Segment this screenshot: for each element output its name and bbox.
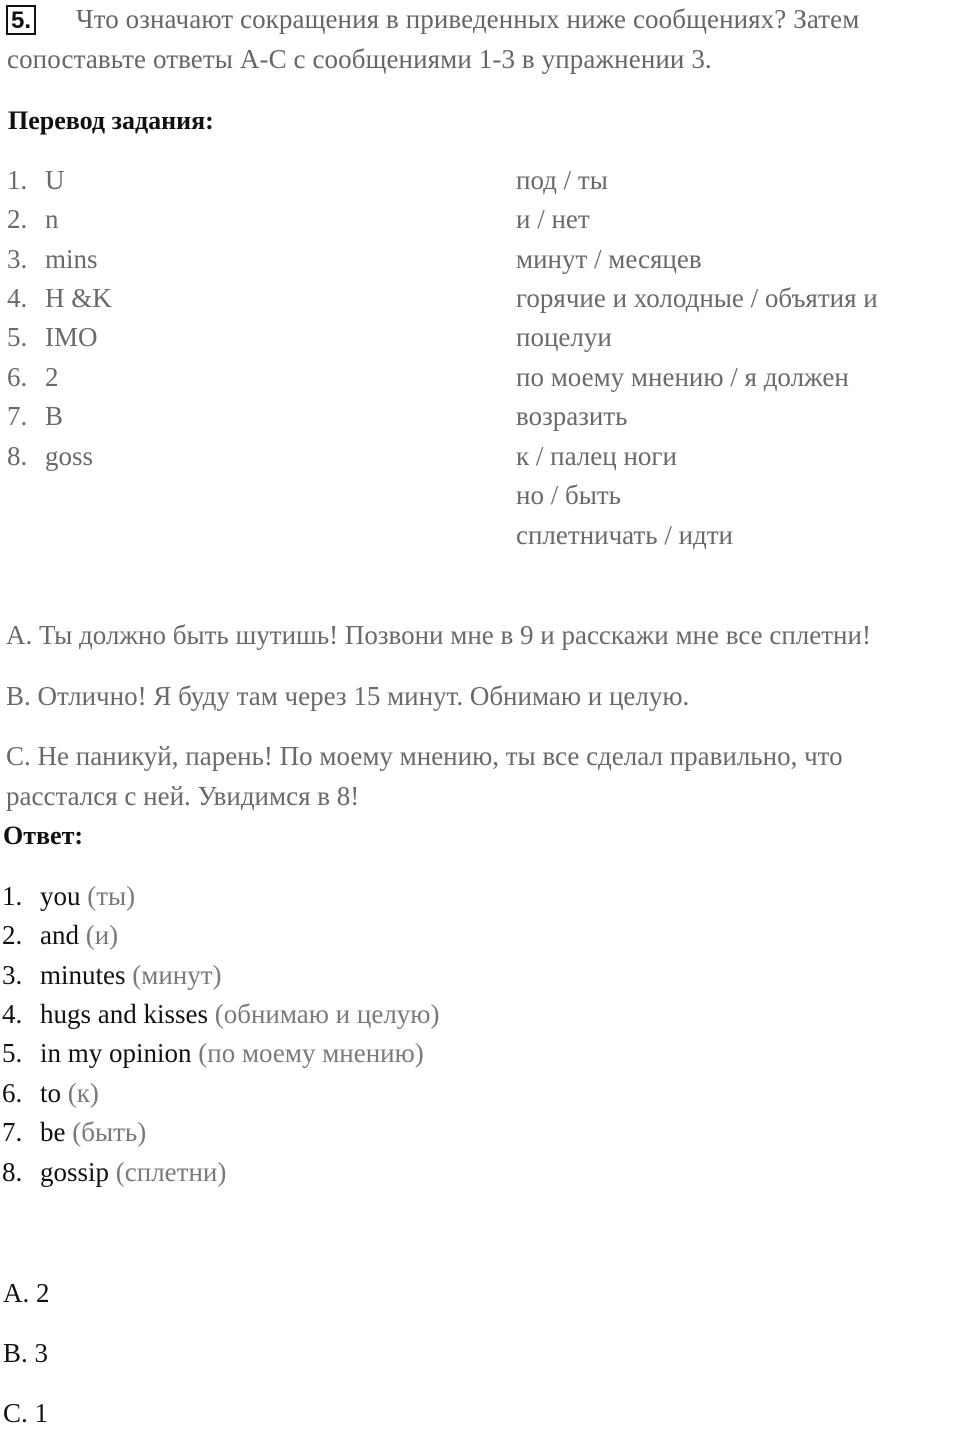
item-number: 2.: [7, 204, 28, 234]
item-number: 2.: [2, 920, 23, 950]
item-text: n: [45, 204, 59, 234]
abbreviation-item: [7, 244, 98, 275]
task-prompt-line-1: Что означают сокращения в приведенных ниже сообщениях? Затем: [76, 4, 860, 34]
item-number: 1.: [2, 881, 23, 911]
option-line: и / нет: [516, 204, 590, 234]
option-line: возразить: [516, 401, 628, 431]
answer-english: and: [40, 920, 79, 950]
item-number: 4.: [7, 283, 28, 313]
answer-english: to: [40, 1078, 62, 1108]
item-number: 8.: [7, 441, 28, 471]
item-number: 7.: [7, 401, 28, 431]
answer-english: gossip: [40, 1157, 110, 1187]
match-a: A. 2: [3, 1278, 50, 1308]
item-text: IMO: [45, 322, 98, 352]
answer-item: [2, 999, 439, 1030]
answer-translation: (обнимаю и целую): [214, 999, 440, 1029]
answer-item: [2, 920, 118, 951]
answer-item: [2, 960, 222, 991]
item-number: 6.: [7, 362, 28, 392]
answer-english: you: [40, 881, 81, 911]
answer-item: [2, 1038, 424, 1069]
answer-translation: (ты): [87, 881, 136, 911]
answer-translation: (минут): [132, 960, 222, 990]
item-number: 7.: [2, 1117, 23, 1147]
abbreviation-item: [7, 362, 59, 393]
option-line: но / быть: [516, 480, 621, 510]
answer-english: minutes: [40, 960, 126, 990]
abbreviation-item: [7, 441, 93, 472]
item-number: 3.: [2, 960, 23, 990]
answer-translation: (и): [85, 920, 119, 950]
answer-item: [2, 881, 135, 912]
answer-item: [2, 1117, 146, 1148]
item-text: U: [45, 165, 65, 195]
item-number: 6.: [2, 1078, 23, 1108]
message-a: A. Ты должно быть шутишь! Позвони мне в 9 и расскажи мне все сплетни!: [6, 620, 871, 650]
translation-heading: Перевод задания:: [8, 106, 214, 135]
item-number: 4.: [2, 999, 23, 1029]
item-text: mins: [45, 244, 98, 274]
abbreviation-item: [7, 165, 65, 196]
answer-item: [2, 1157, 226, 1188]
item-number: 3.: [7, 244, 28, 274]
option-line: минут / месяцев: [516, 244, 702, 274]
abbreviation-item: [7, 204, 59, 235]
abbreviation-item: [7, 322, 98, 353]
answer-translation: (к): [67, 1078, 99, 1108]
option-line: сплетничать / идти: [516, 520, 734, 550]
message-b: B. Отлично! Я буду там через 15 минут. Обнимаю и целую.: [6, 681, 690, 711]
item-text: goss: [45, 441, 94, 471]
answer-item: [2, 1078, 99, 1109]
task-prompt-line-2: сопоставьте ответы A-C с сообщениями 1-3 в упражнении 3.: [7, 44, 712, 74]
match-b: B. 3: [3, 1338, 49, 1368]
item-text: 2: [45, 362, 59, 392]
answer-translation: (сплетни): [115, 1157, 227, 1187]
option-line: горячие и холодные / объятия и: [516, 283, 878, 313]
message-c-line-1: C. Не паникуй, парень! По моему мнению, ты все сделал правильно, что: [6, 741, 843, 771]
item-number: 8.: [2, 1157, 23, 1187]
option-line: под / ты: [516, 165, 608, 195]
message-c-line-2: расстался с ней. Увидимся в 8!: [6, 781, 360, 811]
item-number: 1.: [7, 165, 28, 195]
option-line: к / палец ноги: [516, 441, 677, 471]
item-text: H &K: [45, 283, 112, 313]
answer-english: hugs and kisses: [40, 999, 208, 1029]
item-text: B: [45, 401, 64, 431]
task-number-badge: 5.: [6, 5, 36, 35]
abbreviation-item: [7, 401, 63, 432]
answer-english: be: [40, 1117, 66, 1147]
answer-english: in my opinion: [40, 1038, 192, 1068]
answer-translation: (быть): [72, 1117, 147, 1147]
option-line: по моему мнению / я должен: [516, 362, 849, 392]
answer-heading: Ответ:: [3, 821, 84, 850]
item-number: 5.: [2, 1038, 23, 1068]
option-line: поцелуи: [516, 322, 612, 352]
abbreviation-item: [7, 283, 112, 314]
match-c: C. 1: [3, 1398, 49, 1428]
answer-translation: (по моему мнению): [198, 1038, 424, 1068]
item-number: 5.: [7, 322, 28, 352]
